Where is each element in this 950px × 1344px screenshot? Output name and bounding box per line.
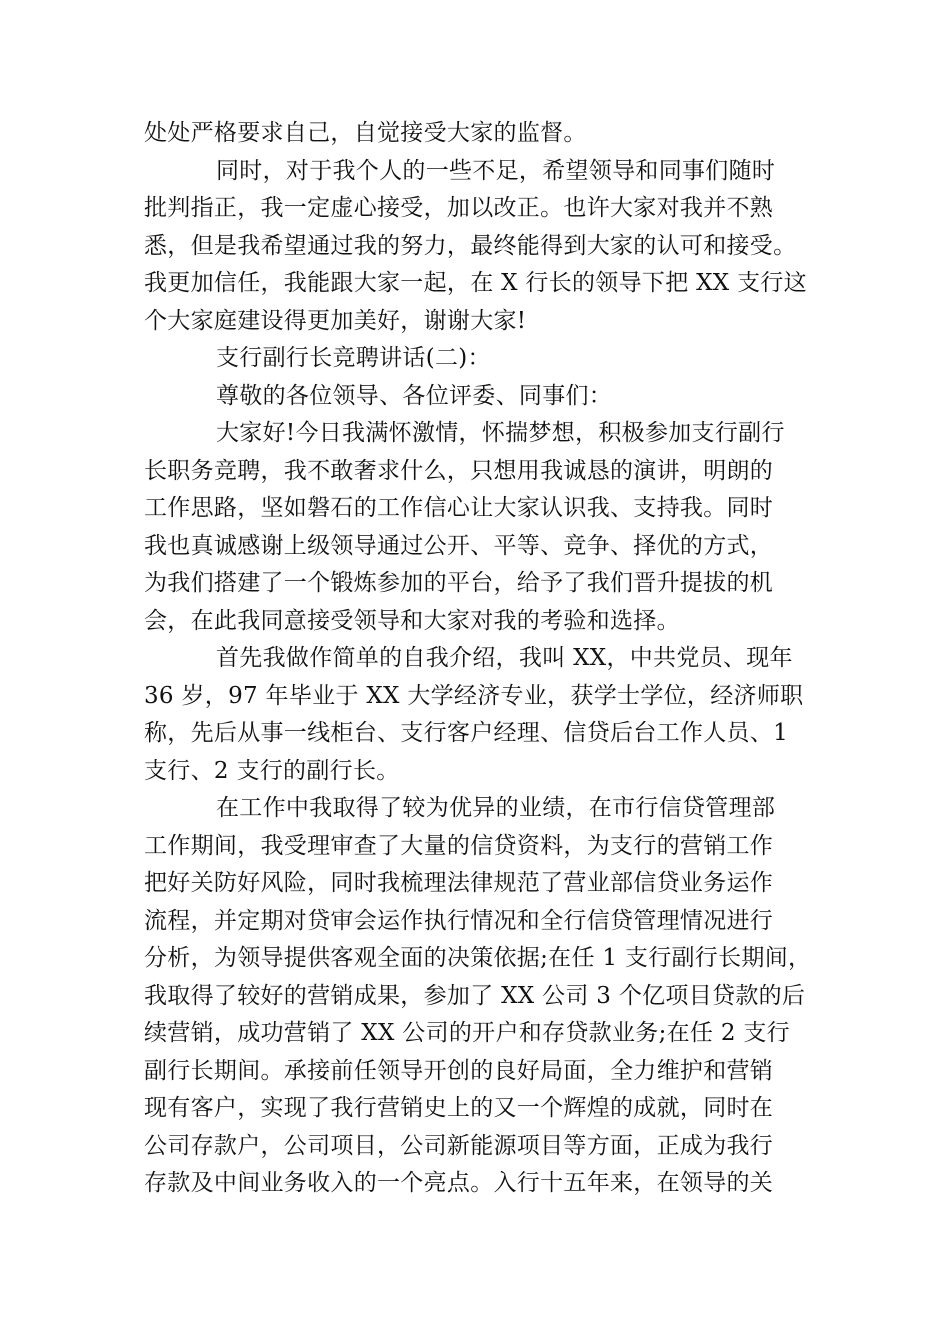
text-line: 工作期间，我受理审查了大量的信贷资料，为支行的营销工作 [144, 832, 774, 859]
text-line: 个大家庭建设得更加美好，谢谢大家! [144, 307, 527, 334]
text-line: 批判指正，我一定虚心接受，加以改正。也许大家对我并不熟 [144, 195, 774, 221]
text-line: 存款及中间业务收入的一个亮点。入行十五年来，在领导的关 [144, 1170, 774, 1196]
text-line: 流程，并定期对贷审会运作执行情况和全行信贷管理情况进行 [144, 907, 774, 934]
text-line: 为我们搭建了一个锻炼参加的平台，给予了我们晋升提拔的机 [144, 570, 774, 596]
text-line: 我取得了较好的营销成果，参加了 XX 公司 3 个亿项目贷款的后 [144, 982, 806, 1009]
text-line: 同时，对于我个人的一些不足，希望领导和同事们随时 [216, 157, 776, 184]
text-line: 工作思路，坚如磐石的工作信心让大家认识我、支持我。同时 [144, 495, 774, 521]
text-line: 我更加信任，我能跟大家一起，在 X 行长的领导下把 XX 支行这 [144, 270, 807, 296]
text-line: 处处严格要求自己，自觉接受大家的监督。 [144, 120, 587, 146]
text-line: 称，先后从事一线柜台、支行客户经理、信贷后台工作人员、1 [144, 720, 789, 746]
text-line: 现有客户，实现了我行营销史上的又一个辉煌的成就，同时在 [144, 1095, 774, 1121]
text-line: 首先我做作简单的自我介绍，我叫 XX，中共党员、现年 [216, 645, 793, 671]
text-line: 公司存款户，公司项目，公司新能源项目等方面，正成为我行 [144, 1132, 774, 1159]
text-line: 会，在此我同意接受领导和大家对我的考验和选择。 [144, 607, 680, 634]
text-line: 分析，为领导提供客观全面的决策依据;在任 1 支行副行长期间， [144, 945, 812, 971]
text-line: 支行、2 支行的副行长。 [144, 757, 400, 784]
text-line: 支行副行长竞聘讲话(二)： [216, 345, 491, 371]
text-line: 在工作中我取得了较为优异的业绩，在市行信贷管理部 [216, 795, 776, 821]
text-line: 把好关防好风险，同时我梳理法律规范了营业部信贷业务运作 [144, 870, 774, 896]
text-line: 大家好!今日我满怀激情，怀揣梦想，积极参加支行副行 [216, 420, 785, 446]
text-line: 我也真诚感谢上级领导通过公开、平等、竞争、择优的方式， [144, 532, 774, 559]
text-line: 长职务竞聘，我不敢奢求什么，只想用我诚恳的演讲，明朗的 [144, 457, 774, 484]
text-line: 续营销，成功营销了 XX 公司的开户和存贷款业务;在任 2 支行 [144, 1020, 790, 1046]
text-line: 尊敬的各位领导、各位评委、同事们： [216, 382, 613, 409]
text-line: 悉，但是我希望通过我的努力，最终能得到大家的认可和接受。 [144, 232, 797, 259]
text-line: 36 岁，97 年毕业于 XX 大学经济专业，获学士学位，经济师职 [144, 682, 804, 709]
text-line: 副行长期间。承接前任领导开创的良好局面，全力维护和营销 [144, 1057, 774, 1084]
document-body [144, 115, 816, 1203]
